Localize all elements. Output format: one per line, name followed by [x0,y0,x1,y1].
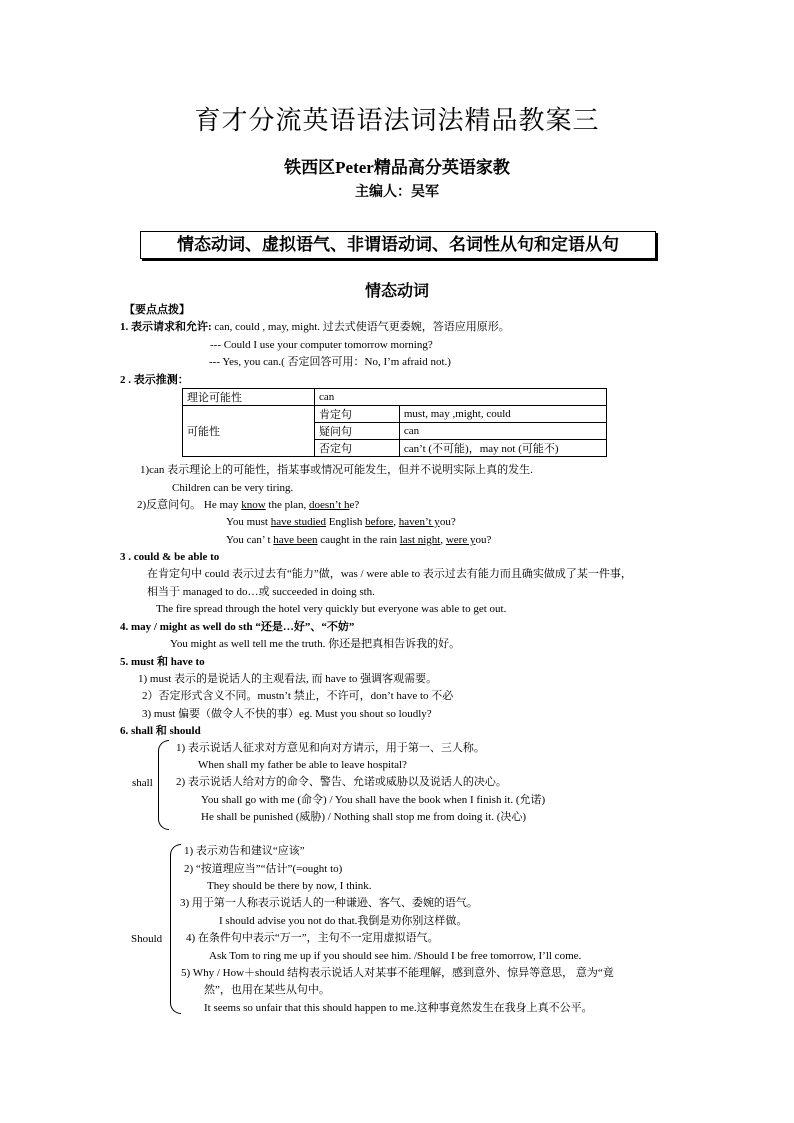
point-2-label: 2 . 表示推测： [120,374,189,386]
point-1-label: 1. 表示请求和允许: [120,321,212,333]
point-1 [120,320,510,334]
text-run: 2)反意问句。 He may [137,499,242,511]
should-item-3: 3) 用于第一人称表示说话人的一种谦逊、客气、委婉的语气。 [180,897,478,909]
table-cell-possibility: 可能性 [183,406,315,457]
point-6-label: 6. shall 和 should [120,725,201,737]
shall-item-1: 1) 表示说话人征求对方意见和向对方请示，用于第一、三人称。 [176,742,485,754]
underlined-text: have studied [270,516,327,528]
underlined-text: know [241,499,266,511]
shall-item-1-example: When shall my father be able to leave hospital? [198,759,407,771]
document-title: 育才分流英语语法词法精品教案三 [194,106,600,135]
shall-brace [158,740,169,830]
text-run: English [326,516,366,528]
point-5-line-1: 1) must 表示的是说话人的主观看法, 而 have to 强调客观需要。 [138,673,438,685]
text-run: , [393,516,399,528]
modal-inference-table [182,388,607,457]
text-run: You can’ t [226,534,274,546]
shall-item-2: 2) 表示说话人给对方的命令、警告、允诺或威胁以及说话人的决心。 [176,776,507,788]
should-item-4: 4) 在条件句中表示“万一”，主句不一定用虚拟语气。 [186,932,439,944]
text-run: , [440,534,446,546]
text-run: ou? [475,534,492,546]
point-3-example: The fire spread through the hotel very quickly but everyone was able to get out. [156,603,507,615]
point-2-note-1-example: Children can be very tiring. [172,482,294,494]
should-item-1: 1) 表示劝告和建议“应该” [184,845,305,857]
underlined-text: haven’t y [398,516,440,528]
should-item-4-example: Ask Tom to ring me up if you should see him. /Should I be free tomorrow, I’ll come. [209,950,582,962]
underlined-text: doesn’t h [309,499,350,511]
topic-box: 情态动词、虚拟语气、非谓语动词、名词性从句和定语从句 [140,231,656,259]
table-cell-theory: 理论可能性 [183,389,315,406]
text-run: caught in the rain [317,534,400,546]
table-cell-type: 肯定句 [315,406,400,423]
points-heading: 【要点点拨】 [124,304,190,316]
section-title: 情态动词 [364,283,429,300]
should-item-5: 5) Why / How＋should 结构表示说话人对某事不能理解，感到意外、惊异等意思， 意为“竟 [181,967,614,979]
table-cell-words: can’t (不可能)，may not (可能不) [399,440,606,457]
shall-label: shall [132,777,153,789]
text-run: You must [226,516,271,528]
underlined-text: last night [399,534,441,546]
should-item-5-continued: 然”，也用在某些从句中。 [204,984,330,996]
underlined-text: have been [273,534,318,546]
shall-item-2-example-2: He shall be punished (威胁) / Nothing shall stop me from doing it. (决心) [201,811,527,823]
underlined-text: were y [445,534,476,546]
should-label: Should [131,933,163,945]
text-run: e? [349,499,360,511]
point-5-label: 5. must 和 have to [120,656,205,668]
text-run: the plan, [265,499,310,511]
point-3-line-2: 相当于 managed to do…或 succeeded in doing sth. [147,586,375,598]
point-2-note-2 [137,498,359,512]
should-brace [170,844,181,1014]
point-3-line-1: 在肯定句中 could 表示过去有“能力”做，was / were able to 表示过去有能力而且确实做成了某一件事， [147,568,632,580]
point-5-line-3: 3) must 偏要（做令人不快的事）eg. Must you shout so loudly? [142,708,432,720]
table-cell-words: must, may ,might, could [399,406,606,423]
point-4-label: 4. may / might as well do sth “还是…好”、“不妨” [120,621,355,633]
point-2-note-1: 1)can 表示理论上的可能性，指某事或情况可能发生，但并不说明实际上真的发生. [140,464,533,476]
underlined-text: before [365,516,394,528]
table-cell-theory-value: can [315,389,607,406]
should-item-2: 2) “按道理应当”“估计”(=ought to) [184,863,343,875]
point-2-example-3 [226,533,491,547]
should-item-2-example: They should be there by now, I think. [207,880,372,892]
text-run: ou? [439,516,456,528]
editor-line: 主编人：吴军 [355,185,439,200]
point-1-example-2: --- Yes, you can.( 否定回答可用：No, I’m afraid not.) [209,356,451,368]
shall-item-2-example-1: You shall go with me (命令) / You shall have the book when I finish it. (允诺) [201,794,546,806]
point-1-example-1: --- Could I use your computer tomorrow morning? [210,339,433,351]
document-subtitle: 铁西区Peter精品高分英语家教 [284,158,510,177]
point-2-example-2 [226,515,456,529]
should-item-5-example: It seems so unfair that this should happen to me.这种事竟然发生在我身上真不公平。 [204,1002,593,1014]
point-5-line-2: 2）否定形式含义不同。mustn’t 禁止，不许可，don’t have to 不必 [142,690,454,702]
table-cell-type: 否定句 [315,440,400,457]
point-3-label: 3 . could & be able to [120,551,220,563]
should-item-3-example: I should advise you not do that.我倒是劝你别这样做。 [219,915,468,927]
point-4-example: You might as well tell me the truth. 你还是把真相告诉我的好。 [170,638,461,650]
table-cell-words: can [399,423,606,440]
table-cell-type: 疑问句 [315,423,400,440]
point-1-text: can, could , may, might. 过去式使语气更委婉，答语应用原形。 [211,321,510,333]
